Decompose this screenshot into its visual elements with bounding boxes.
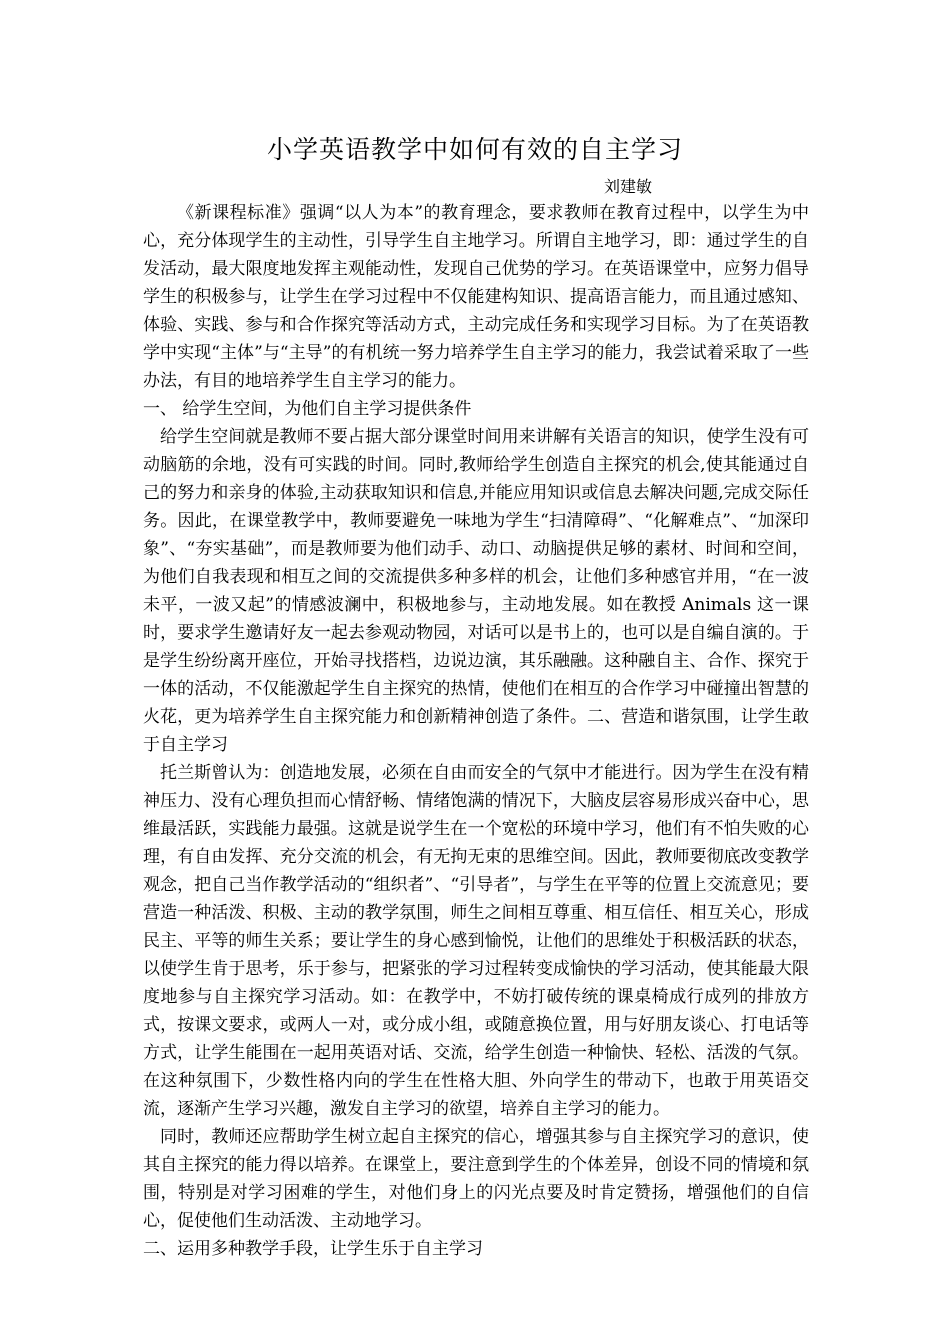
section-heading-1: 一、 给学生空间，为他们自主学习提供条件 xyxy=(143,399,472,419)
intro-paragraph: 《新课程标准》强调“以人为本”的教育理念，要求教师在教育过程中，以学生为中心，充分体现学生的主动性，引导学生自主地学习。所谓自主地学习，即：通过学生的自发活动，最大限度地发挥主观能动性，发现自己优势的学习。在英语课堂中，应努力倡导学生的积极参与，让学生在学习过程中不仅能建构知识、提高语言能力，而且通过感知、体验、实践、参与和合作探究等活动方式，主动完成任务和实现学习目标。为了在英语教学中实现“主体”与“主导”的有机统一努力培养学生自主学习的能力，我尝试着采取了一些办法，有目的地培养学生自主学习的能力。 xyxy=(143,203,809,391)
section-heading-3: 二、运用多种教学手段，让学生乐于自主学习 xyxy=(143,1239,483,1259)
section-2-paragraph: 托兰斯曾认为：创造地发展，必须在自由而安全的气氛中才能进行。因为学生在没有精神压力、没有心理负担而心情舒畅、情绪饱满的情况下，大脑皮层容易形成兴奋中心，思维最活跃，实践能力最强。这就是说学生在一个宽松的环境中学习，他们有不怕失败的心理，有自由发挥、充分交流的机会，有无拘无束的思维空间。因此，教师要彻底改变教学观念，把自己当作教学活动的“组织者”、“引导者”，与学生在平等的位置上交流意见；要营造一种活泼、积极、主动的教学氛围，师生之间相互尊重、相互信任、相互关心，形成民主、平等的师生关系；要让学生的身心感到愉悦，让他们的思维处于积极活跃的状态，以使学生肯于思考，乐于参与，把紧张的学习过程转变成愉快的学习活动，使其能最大限度地参与自主探究学习活动。如：在教学中，不妨打破传统的课桌椅成行成列的排放方式，按课文要求，或两人一对，或分成小组，或随意换位置，用与好朋友谈心、打电话等方式，让学生能围在一起用英语对话、交流，给学生创造一种愉快、轻松、活泼的气氛。在这种氛围下，少数性格内向的学生在性格大胆、外向学生的带动下，也敢于用英语交流，逐渐产生学习兴趣，激发自主学习的欲望，培养自主学习的能力。 xyxy=(143,763,809,1119)
section-2-paragraph-2: 同时，教师还应帮助学生树立起自主探究的信心，增强其参与自主探究学习的意识，使其自主探究的能力得以培养。在课堂上，要注意到学生的个体差异，创设不同的情境和氛围，特别是对学习困难的学生，对他们身上的闪光点要及时肯定赞扬，增强他们的自信心，促使他们生动活泼、主动地学习。 xyxy=(143,1127,809,1231)
section-1-paragraph: 给学生空间就是教师不要占据大部分课堂时间用来讲解有关语言的知识，使学生没有可动脑筋的余地，没有可实践的时间。同时,教师给学生创造自主探究的机会,使其能通过自己的努力和亲身的体验,主动获取知识和信息,并能应用知识或信息去解决问题,完成交际任务。因此，在课堂教学中，教师要避免一味地为学生“扫清障碍”、“化解难点”、“加深印象”、“夯实基础”，而是教师要为他们动手、动口、动脑提供足够的素材、时间和空间，为他们自我表现和相互之间的交流提供多种多样的机会，让他们多种感官并用，“在一波未平，一波又起”的情感波澜中，积极地参与，主动地发展。如在教授 Animals 这一课时，要求学生邀请好友一起去参观动物园，对话可以是书上的，也可以是自编自演的。于是学生纷纷离开座位，开始寻找搭档，边说边演，其乐融融。这种融自主、合作、探究于一体的活动，不仅能激起学生自主探究的热情，使他们在相互的合作学习中碰撞出智慧的火花，更为培养学生自主探究能力和创新精神创造了条件。二、营造和谐氛围，让学生敢于自主学习 xyxy=(143,427,809,755)
author-name: 刘建敏 xyxy=(604,177,653,196)
document-title: 小学英语教学中如何有效的自主学习 xyxy=(266,135,683,164)
document-body xyxy=(143,199,809,1263)
